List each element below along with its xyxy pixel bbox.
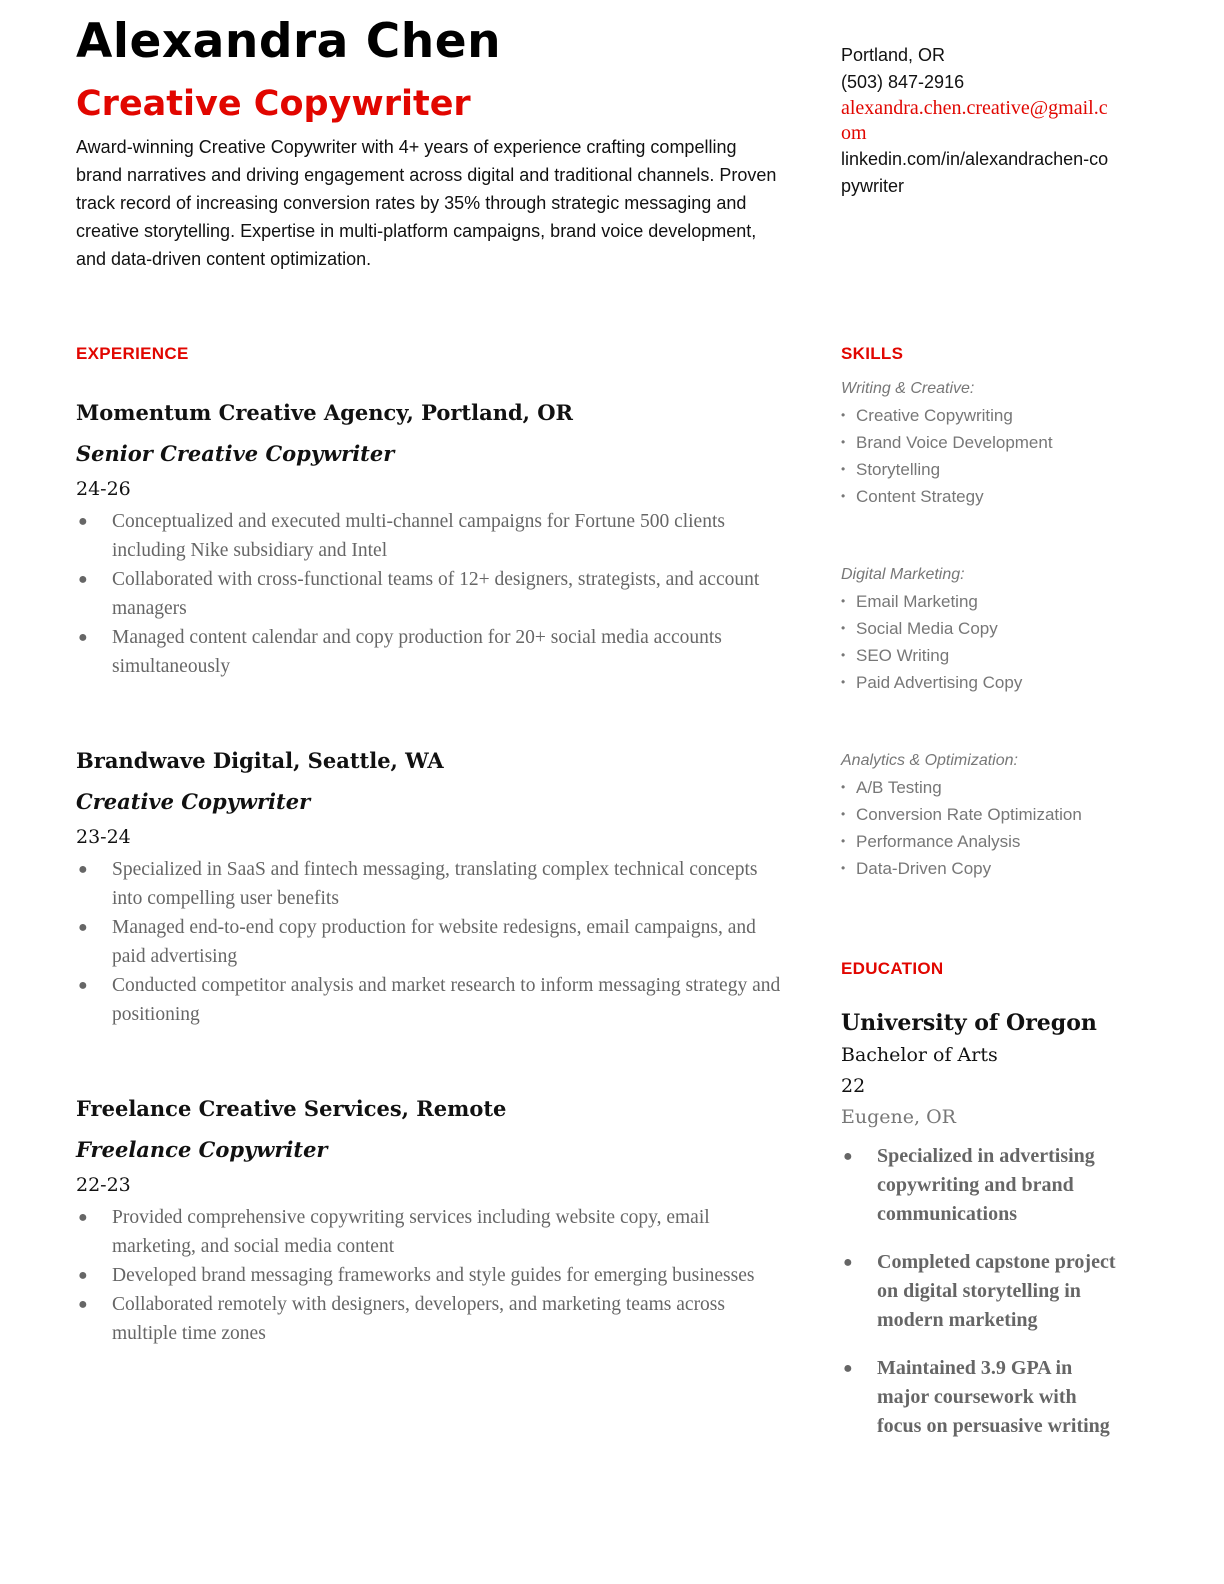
education-bullet xyxy=(841,1248,1121,1335)
job-dates: 24-26 xyxy=(76,478,131,500)
skills-heading: SKILLS xyxy=(841,344,904,363)
skill-item xyxy=(841,402,1141,429)
contact-phone: (503) 847-2916 xyxy=(841,72,965,92)
education-bullet-text: Specialized in advertising copywriting and brand communications xyxy=(877,1145,1095,1225)
bullet-icon: ● xyxy=(78,919,88,936)
education-bullet xyxy=(841,1142,1121,1229)
skills-list xyxy=(841,588,1141,696)
job-bullet-text: Conceptualized and executed multi-channel campaigns for Fortune 500 clients including Nike subsidiary and Intel xyxy=(112,511,725,561)
experience-heading: EXPERIENCE xyxy=(76,344,189,363)
bullet-icon: ● xyxy=(78,1209,88,1226)
job-bullet xyxy=(76,565,788,623)
bullet-icon: • xyxy=(841,489,846,503)
job-dates: 23-24 xyxy=(76,826,131,848)
contact-linkedin-link[interactable]: linkedin.com/in/alexandrachen-copywriter xyxy=(841,149,1109,196)
skills-category: Digital Marketing: xyxy=(841,566,965,583)
bullet-icon: • xyxy=(841,408,846,422)
education-bullet-text: Maintained 3.9 GPA in major coursework with focus on persuasive writing xyxy=(877,1357,1110,1437)
skills-list xyxy=(841,402,1141,510)
skill-item xyxy=(841,642,1141,669)
bullet-icon: ● xyxy=(78,1267,88,1284)
skill-text: Paid Advertising Copy xyxy=(856,673,1023,692)
contact-location: Portland, OR xyxy=(841,45,946,65)
bullet-icon: ● xyxy=(78,629,88,646)
education-location: Eugene, OR xyxy=(841,1106,956,1128)
education-bullet-list xyxy=(841,1142,1121,1441)
skills-group xyxy=(841,376,1141,510)
skill-item xyxy=(841,483,1141,510)
bullet-icon: ● xyxy=(78,571,88,588)
job-entry xyxy=(76,748,788,1029)
job-role: Senior Creative Copywriter xyxy=(76,441,395,466)
education-degree: Bachelor of Arts xyxy=(841,1044,998,1066)
job-bullet xyxy=(76,1203,788,1261)
bullet-icon: • xyxy=(841,621,846,635)
contact-email-link[interactable]: alexandra.chen.creative@gmail.com xyxy=(841,97,1108,144)
job-entry xyxy=(76,1096,788,1348)
bullet-icon: ● xyxy=(78,861,88,878)
skill-text: SEO Writing xyxy=(856,646,950,665)
bullet-icon: ● xyxy=(843,1254,853,1271)
job-role: Freelance Copywriter xyxy=(76,1137,328,1162)
bullet-icon: • xyxy=(841,807,846,821)
skills-category: Writing & Creative: xyxy=(841,380,975,397)
skill-text: Creative Copywriting xyxy=(856,406,1013,425)
job-bullet-text: Conducted competitor analysis and market research to inform messaging strategy and positioning xyxy=(112,975,781,1025)
bullet-icon: ● xyxy=(843,1148,853,1165)
bullet-icon: • xyxy=(841,594,846,608)
education-bullet-text: Completed capstone project on digital storytelling in modern marketing xyxy=(877,1251,1116,1331)
job-bullet-text: Managed end-to-end copy production for website redesigns, email campaigns, and paid advertising xyxy=(112,917,756,967)
skill-item xyxy=(841,456,1141,483)
job-role: Creative Copywriter xyxy=(76,789,311,814)
job-bullet-text: Collaborated remotely with designers, developers, and marketing teams across multiple time zones xyxy=(112,1294,725,1344)
job-bullet-list xyxy=(76,1203,788,1348)
skill-text: A/B Testing xyxy=(856,778,942,797)
job-bullet-text: Developed brand messaging frameworks and style guides for emerging businesses xyxy=(112,1265,755,1286)
job-company: Freelance Creative Services, Remote xyxy=(76,1096,507,1121)
job-bullet xyxy=(76,913,788,971)
education-heading: EDUCATION xyxy=(841,959,944,978)
job-dates: 22-23 xyxy=(76,1174,131,1196)
skill-text: Content Strategy xyxy=(856,487,984,506)
skill-text: Email Marketing xyxy=(856,592,978,611)
skills-group xyxy=(841,748,1141,882)
bullet-icon: ● xyxy=(78,1296,88,1313)
bullet-icon: • xyxy=(841,462,846,476)
skill-item xyxy=(841,588,1141,615)
bullet-icon: ● xyxy=(78,977,88,994)
education-school: University of Oregon xyxy=(841,1010,1097,1036)
education-year: 22 xyxy=(841,1075,866,1097)
job-bullet-text: Specialized in SaaS and fintech messaging, translating complex technical concepts into compelling user benefits xyxy=(112,859,758,909)
skill-item xyxy=(841,429,1141,456)
contact-block xyxy=(841,42,1116,200)
education-entry xyxy=(841,1010,1121,1460)
job-title: Creative Copywriter xyxy=(76,84,471,124)
job-bullet xyxy=(76,1261,788,1290)
skill-text: Social Media Copy xyxy=(856,619,998,638)
job-bullet-list xyxy=(76,855,788,1029)
job-bullet xyxy=(76,1290,788,1348)
skill-text: Performance Analysis xyxy=(856,832,1021,851)
job-bullet xyxy=(76,971,788,1029)
skill-item xyxy=(841,855,1141,882)
job-bullet-list xyxy=(76,507,788,681)
skill-item xyxy=(841,774,1141,801)
skills-group xyxy=(841,562,1141,696)
job-bullet-text: Collaborated with cross-functional teams of 12+ designers, strategists, and account managers xyxy=(112,569,760,619)
job-bullet xyxy=(76,507,788,565)
skill-item xyxy=(841,669,1141,696)
skill-text: Conversion Rate Optimization xyxy=(856,805,1082,824)
bullet-icon: • xyxy=(841,435,846,449)
skill-item xyxy=(841,801,1141,828)
skill-text: Brand Voice Development xyxy=(856,433,1053,452)
skills-list xyxy=(841,774,1141,882)
job-company: Brandwave Digital, Seattle, WA xyxy=(76,748,444,773)
job-bullet-text: Managed content calendar and copy production for 20+ social media accounts simultaneously xyxy=(112,627,722,677)
candidate-name: Alexandra Chen xyxy=(76,14,502,69)
bullet-icon: • xyxy=(841,780,846,794)
education-bullet xyxy=(841,1354,1121,1441)
bullet-icon: • xyxy=(841,861,846,875)
skill-text: Data-Driven Copy xyxy=(856,859,992,878)
job-bullet xyxy=(76,623,788,681)
skill-text: Storytelling xyxy=(856,460,941,479)
bullet-icon: • xyxy=(841,648,846,662)
bullet-icon: • xyxy=(841,834,846,848)
job-entry xyxy=(76,400,788,681)
bullet-icon: • xyxy=(841,675,846,689)
professional-summary: Award-winning Creative Copywriter with 4+ years of experience crafting compelling brand narratives and driving engagement across digital and traditional channels. Proven track record of increasing conversion rates by 35% through strategic messaging and creative storytelling. Expertise in multi-platform campaigns, brand voice development, and data-driven content optimization. xyxy=(76,137,777,269)
job-company: Momentum Creative Agency, Portland, OR xyxy=(76,400,574,425)
job-bullet-text: Provided comprehensive copywriting services including website copy, email marketing, and social media content xyxy=(112,1207,710,1257)
skill-item xyxy=(841,615,1141,642)
skill-item xyxy=(841,828,1141,855)
job-bullet xyxy=(76,855,788,913)
bullet-icon: ● xyxy=(78,513,88,530)
skills-category: Analytics & Optimization: xyxy=(841,752,1018,769)
bullet-icon: ● xyxy=(843,1360,853,1377)
